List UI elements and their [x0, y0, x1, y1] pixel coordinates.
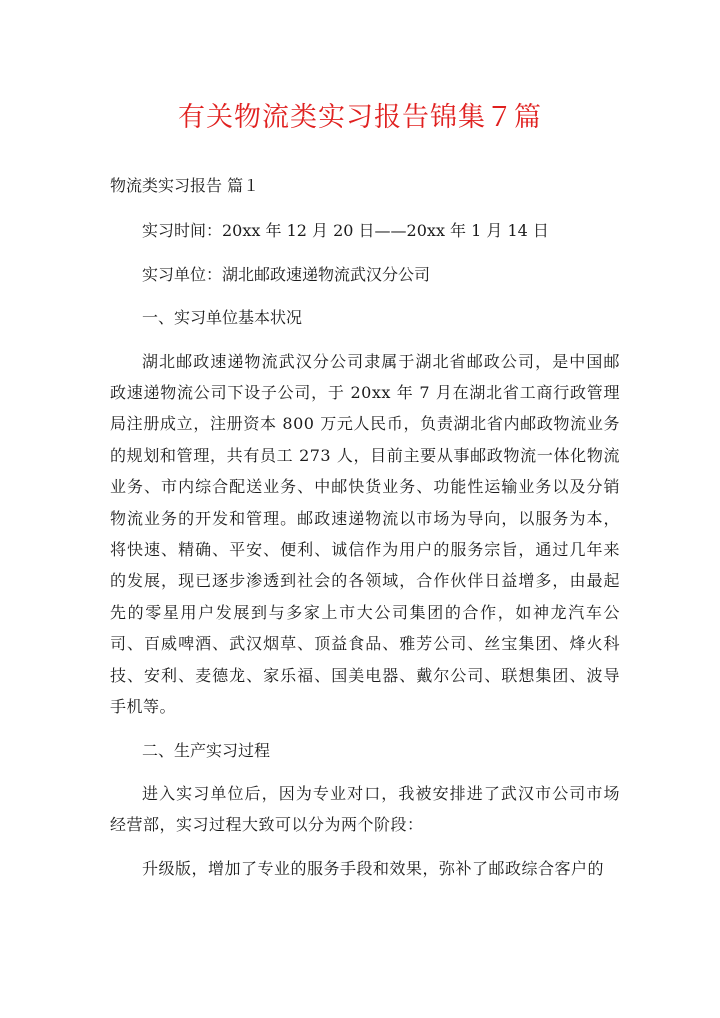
section-2-paragraph-2: 升级版，增加了专业的服务手段和效果，弥补了邮政综合客户的 — [142, 858, 605, 878]
section-1-title: 一、实习单位基本状况 — [142, 308, 303, 328]
document-body — [110, 170, 620, 896]
internship-unit: 实习单位：湖北邮政速递物流武汉分公司 — [142, 264, 431, 284]
section-1-paragraph: 湖北邮政速递物流武汉分公司隶属于湖北省邮政公司，是中国邮政速递物流公司下设子公司，于 20xx 年 7 月在湖北省工商行政管理局注册成立，注册资本 800 万元人民币，负责湖北省内邮政物流业务的规划和管理，共有员工 273 人，目前主要从事邮政物流一体化物流业务、市内综合配送业务、中邮快货业务、功能性运输业务以及分销物流业务的开发和管理。邮政速递物流以市场为导向，以服务为本，将快速、精确、平安、便利、诚信作为用户的服务宗旨，通过几年来的发展，现已逐步渗透到社会的各领域，合作伙伴日益增多，由最起先的零星用户发展到与多家上市大公司集团的合作，如神龙汽车公司、百威啤酒、武汉烟草、顶益食品、雅芳公司、丝宝集团、烽火科技、安利、麦德龙、家乐福、国美电器、戴尔公司、联想集团、波导手机等。 — [110, 351, 620, 717]
section-2-paragraph-1: 进入实习单位后，因为专业对口，我被安排进了武汉市公司市场经营部，实习过程大致可以分为两个阶段： — [110, 783, 620, 835]
document-title: 有关物流类实习报告锦集７篇 — [178, 102, 542, 133]
report-heading: 物流类实习报告 篇１ — [110, 176, 260, 195]
section-2-title: 二、生产实习过程 — [142, 740, 271, 760]
internship-time: 实习时间：20xx 年 12 月 20 日——20xx 年 1 月 14 日 — [142, 221, 549, 241]
